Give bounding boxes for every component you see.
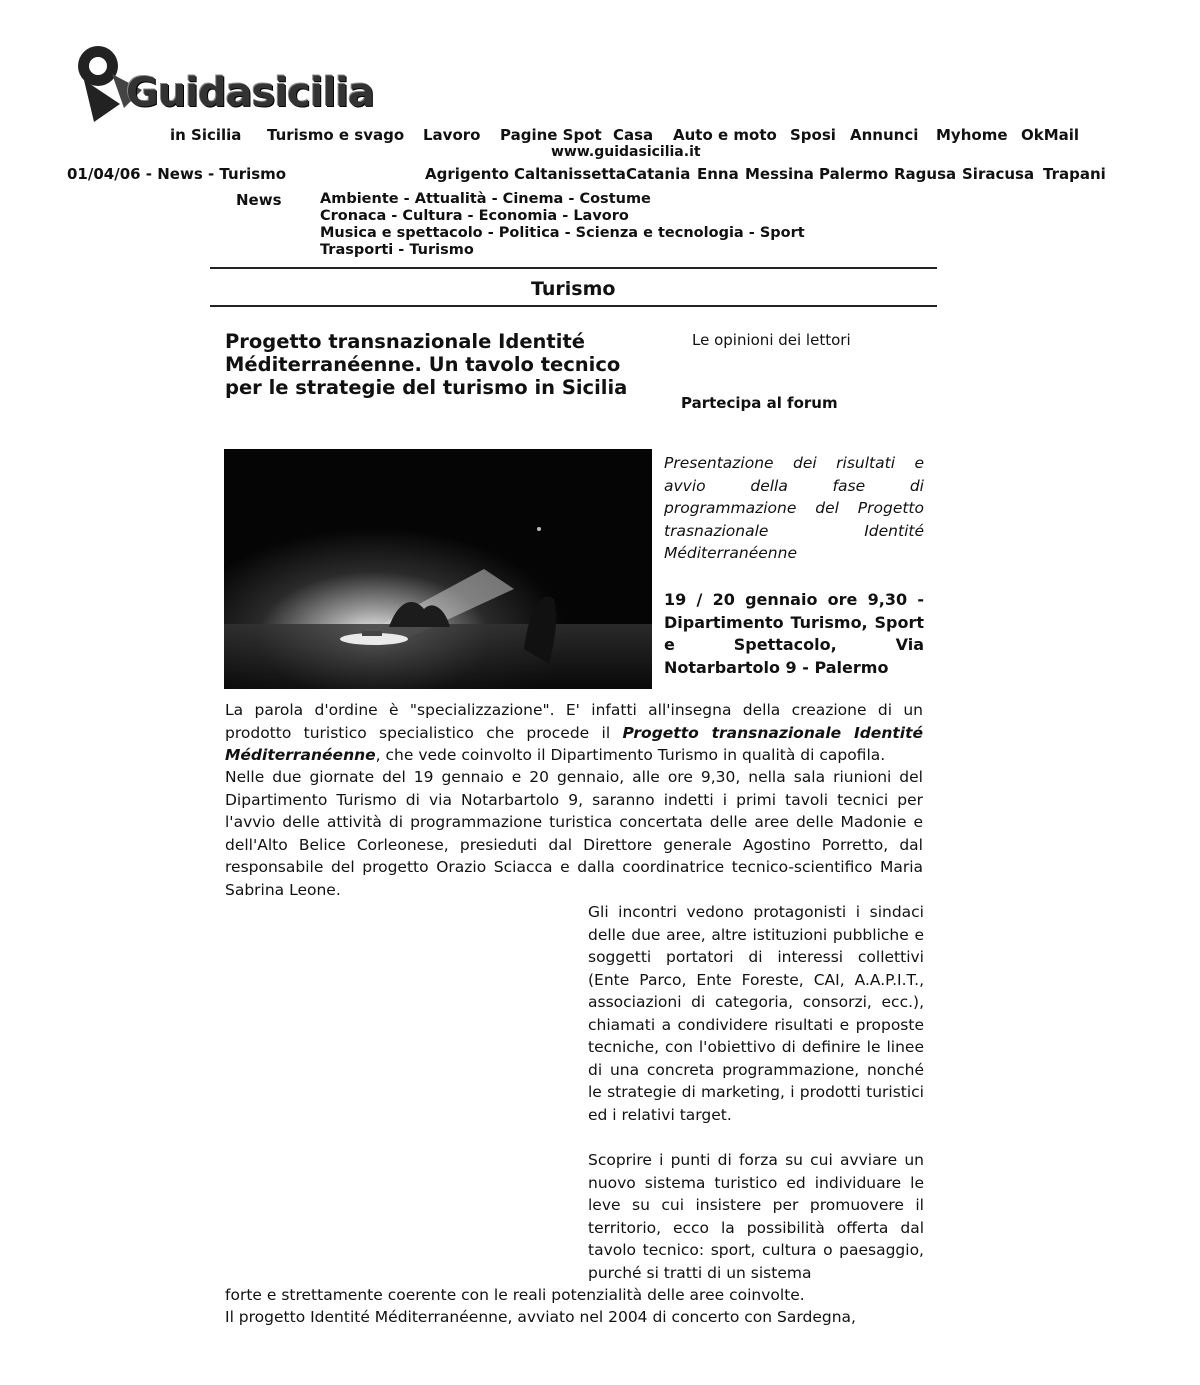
article-paragraph <box>225 699 923 767</box>
city-link-ragusa[interactable]: Ragusa <box>894 165 957 183</box>
site-url[interactable]: www.guidasicilia.it <box>551 144 701 160</box>
nav-link-myhome[interactable]: Myhome <box>936 126 1008 144</box>
nav-link-pagine-spot[interactable]: Pagine Spot <box>500 126 602 144</box>
city-link-catania[interactable]: Catania <box>626 165 691 183</box>
news-category-row[interactable]: Ambiente - Attualità - Cinema - Costume <box>320 191 651 207</box>
night-sea-image <box>224 449 652 689</box>
article-paragraph: Nelle due giornate del 19 gennaio e 20 gennaio, alle ore 9,30, nella sala riunioni del Dipartimento Turismo di via Notarbartolo 9, saranno indetti i primi tavoli tecnici per l'avvio delle attività di programmazione turistica concertata delle aree delle Madonie e dell'Alto Belice Corleonese, presieduti dal Direttore generale Agostino Porretto, dal responsabile del progetto Orazio Sciacca e dalla coordinatrice tecnico-scientifico Maria Sabrina Leone. <box>225 768 923 899</box>
news-category-row[interactable]: Musica e spettacolo - Politica - Scienza e tecnologia - Sport <box>320 225 805 241</box>
dateline: 01/04/06 - News - Turismo <box>67 165 287 183</box>
nav-link-in-sicilia[interactable]: in Sicilia <box>170 126 242 144</box>
paragraph-text: La parola d'ordine è "specializzazione". E' infatti all'insegna della creazione di un prodotto turistico specialistico che procede il <box>225 701 923 742</box>
nav-link-casa[interactable]: Casa <box>613 126 654 144</box>
city-link-enna[interactable]: Enna <box>697 165 739 183</box>
forum-link[interactable]: Partecipa al forum <box>681 394 838 412</box>
news-label: News <box>236 191 282 209</box>
logo-text: Guidasicilia <box>126 70 374 116</box>
nav-link-okmail[interactable]: OkMail <box>1021 126 1080 144</box>
city-link-messina[interactable]: Messina <box>745 165 814 183</box>
nav-link-sposi[interactable]: Sposi <box>790 126 836 144</box>
paragraph-text: , che vede coinvolto il Dipartimento Turismo in qualità di capofila. <box>375 746 886 764</box>
city-link-palermo[interactable]: Palermo <box>819 165 889 183</box>
project-name-emphasis: Progetto transnazionale Identité Méditerranéenne <box>225 723 923 764</box>
article-paragraph: Il progetto Identité Méditerranéenne, avviato nel 2004 di concerto con Sardegna, <box>225 1308 856 1326</box>
article-paragraph: Gli incontri vedono protagonisti i sindaci delle due aree, altre istituzioni pubbliche e soggetti portatori di interessi collettivi (Ente Parco, Ente Foreste, CAI, A.A.P.I.T., associazioni di categoria, consorzi, ecc.), chiamati a condividere risultati e proposte tecniche, con l'obiettivo di definire le linee di una concreta programmazione, nonché le strategie di marketing, i prodotti turistici ed i relativi target. <box>588 903 924 1124</box>
city-link-trapani[interactable]: Trapani <box>1043 165 1106 183</box>
site-logo[interactable] <box>72 44 412 130</box>
article-headline: Progetto transnazionale Identité Méditerranéenne. Un tavolo tecnico per le strategie del turismo in Sicilia <box>225 330 628 399</box>
news-category-row[interactable]: Trasporti - Turismo <box>320 242 474 258</box>
article-lead: Presentazione dei risultati e avvio della fase di programmazione del Progetto trasnazionale Identité Méditerranéenne <box>664 454 924 562</box>
news-category-row[interactable]: Cronaca - Cultura - Economia - Lavoro <box>320 208 629 224</box>
nav-link-auto-e-moto[interactable]: Auto e moto <box>673 126 777 144</box>
article-paragraph-continuation: forte e strettamente coerente con le reali potenzialità delle aree coinvolte. <box>225 1286 805 1304</box>
divider <box>210 305 937 307</box>
city-link-agrigento[interactable]: Agrigento <box>425 165 509 183</box>
divider <box>210 267 937 269</box>
city-link-siracusa[interactable]: Siracusa <box>962 165 1035 183</box>
event-details: 19 / 20 gennaio ore 9,30 - Dipartimento Turismo, Sport e Spettacolo, Via Notarbartolo 9 - Palermo <box>664 590 924 677</box>
nav-link-lavoro[interactable]: Lavoro <box>423 126 481 144</box>
city-link-caltanissetta[interactable]: Caltanissetta <box>514 165 626 183</box>
article-photo <box>224 449 652 689</box>
section-title: Turismo <box>531 278 616 300</box>
reader-opinions-link[interactable]: Le opinioni dei lettori <box>692 331 851 349</box>
article-paragraph: Scoprire i punti di forza su cui avviare un nuovo sistema turistico ed individuare le leve su cui insistere per promuovere il territorio, ecco la possibilità offerta dal tavolo tecnico: sport, cultura o paesaggio, purché si tratti di un sistema <box>588 1151 924 1282</box>
nav-link-turismo-e-svago[interactable]: Turismo e svago <box>267 126 405 144</box>
nav-link-annunci[interactable]: Annunci <box>850 126 919 144</box>
